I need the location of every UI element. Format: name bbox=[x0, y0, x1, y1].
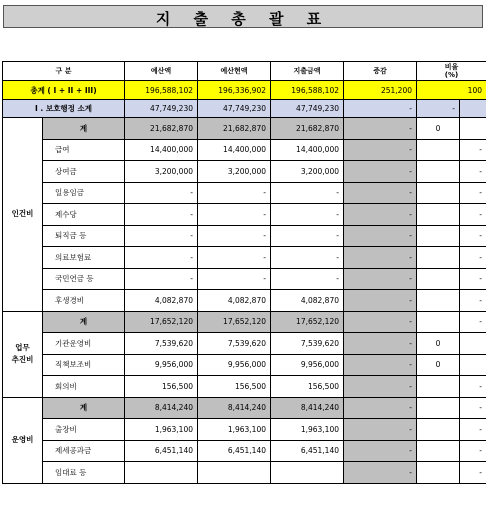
row-budget: - bbox=[125, 204, 198, 226]
total-row bbox=[3, 81, 486, 100]
subtotal-ratio: - bbox=[460, 311, 486, 333]
row-ratio-blank bbox=[417, 462, 460, 484]
row-label: 상여금 bbox=[43, 161, 125, 183]
table-row bbox=[3, 333, 486, 355]
business-subtotal-row bbox=[3, 311, 486, 333]
subtotal-budget: 17,652,120 bbox=[125, 311, 198, 333]
subtotal-expend: 8,414,240 bbox=[271, 397, 344, 419]
row-budget: 14,400,000 bbox=[125, 139, 198, 161]
row-ratio-blank bbox=[417, 161, 460, 183]
row-ratio: - bbox=[460, 268, 486, 290]
row-label: 급여 bbox=[43, 139, 125, 161]
row-label: 회의비 bbox=[43, 376, 125, 398]
section-current: 47,749,230 bbox=[198, 100, 271, 118]
subtotal-ratio: 0 bbox=[417, 118, 460, 140]
table-row bbox=[3, 462, 486, 484]
subtotal-expend: 21,682,870 bbox=[271, 118, 344, 140]
row-current: 9,956,000 bbox=[198, 354, 271, 376]
total-ratio: 100 bbox=[417, 81, 486, 100]
row-current: - bbox=[198, 204, 271, 226]
header-current-budget: 예산현액 bbox=[198, 62, 271, 81]
section-ratio-extra bbox=[460, 100, 486, 118]
table-row bbox=[3, 161, 486, 183]
group-operation-label: 운영비 bbox=[3, 397, 43, 483]
table-row bbox=[3, 182, 486, 204]
row-ratio: - bbox=[460, 139, 486, 161]
section-row bbox=[3, 100, 486, 118]
section-change: - bbox=[344, 100, 417, 118]
header-change: 증감 bbox=[344, 62, 417, 81]
row-change: - bbox=[344, 268, 417, 290]
row-budget: 1,963,100 bbox=[125, 419, 198, 441]
row-current: 6,451,140 bbox=[198, 440, 271, 462]
subtotal-current: 21,682,870 bbox=[198, 118, 271, 140]
row-ratio: - bbox=[460, 419, 486, 441]
row-label: 후생경비 bbox=[43, 290, 125, 312]
row-label: 제수당 bbox=[43, 204, 125, 226]
row-change: - bbox=[344, 354, 417, 376]
header-category: 구 분 bbox=[3, 62, 125, 81]
total-current: 196,336,902 bbox=[198, 81, 271, 100]
row-ratio: 0 bbox=[417, 333, 460, 355]
subtotal-label: 계 bbox=[43, 397, 125, 419]
header-row bbox=[3, 62, 486, 81]
row-expend: - bbox=[271, 225, 344, 247]
row-change: - bbox=[344, 440, 417, 462]
table-row bbox=[3, 376, 486, 398]
subtotal-ratio: - bbox=[460, 397, 486, 419]
row-expend: 3,200,000 bbox=[271, 161, 344, 183]
row-ratio: - bbox=[460, 440, 486, 462]
row-current: 3,200,000 bbox=[198, 161, 271, 183]
subtotal-current: 8,414,240 bbox=[198, 397, 271, 419]
row-change: - bbox=[344, 290, 417, 312]
row-expend: 1,963,100 bbox=[271, 419, 344, 441]
row-current: - bbox=[198, 225, 271, 247]
row-ratio-extra bbox=[460, 333, 486, 355]
row-ratio: - bbox=[460, 376, 486, 398]
row-budget: 6,451,140 bbox=[125, 440, 198, 462]
row-label: 의료보험료 bbox=[43, 247, 125, 269]
table-row bbox=[3, 204, 486, 226]
row-ratio-blank bbox=[417, 290, 460, 312]
row-ratio-blank bbox=[417, 268, 460, 290]
row-budget: - bbox=[125, 182, 198, 204]
row-ratio: - bbox=[460, 247, 486, 269]
row-ratio-blank bbox=[417, 440, 460, 462]
table-row bbox=[3, 440, 486, 462]
section-label: I . 보호행정 소계 bbox=[3, 100, 125, 118]
row-ratio-blank bbox=[417, 204, 460, 226]
row-current: 7,539,620 bbox=[198, 333, 271, 355]
section-expend: 47,749,230 bbox=[271, 100, 344, 118]
row-current: 156,500 bbox=[198, 376, 271, 398]
row-label: 임대료 등 bbox=[43, 462, 125, 484]
row-expend: - bbox=[271, 268, 344, 290]
row-label: 퇴직금 등 bbox=[43, 225, 125, 247]
group-business-label bbox=[3, 311, 43, 397]
row-budget: - bbox=[125, 268, 198, 290]
section-budget: 47,749,230 bbox=[125, 100, 198, 118]
row-label: 기관운영비 bbox=[43, 333, 125, 355]
row-change: - bbox=[344, 247, 417, 269]
total-expend: 196,588,102 bbox=[271, 81, 344, 100]
personnel-subtotal-row bbox=[3, 118, 486, 140]
row-ratio-blank bbox=[417, 139, 460, 161]
row-ratio-blank bbox=[417, 376, 460, 398]
row-change: - bbox=[344, 182, 417, 204]
table-row bbox=[3, 225, 486, 247]
row-budget: - bbox=[125, 225, 198, 247]
section-ratio: - bbox=[417, 100, 460, 118]
row-label: 직책보조비 bbox=[43, 354, 125, 376]
row-expend: 14,400,000 bbox=[271, 139, 344, 161]
row-current: 4,082,870 bbox=[198, 290, 271, 312]
table-row bbox=[3, 419, 486, 441]
row-expend: 156,500 bbox=[271, 376, 344, 398]
subtotal-change: - bbox=[344, 118, 417, 140]
row-ratio-blank bbox=[417, 225, 460, 247]
row-current: - bbox=[198, 268, 271, 290]
row-budget: 156,500 bbox=[125, 376, 198, 398]
row-current: - bbox=[198, 247, 271, 269]
group-personnel-label: 인건비 bbox=[3, 118, 43, 312]
row-ratio-blank bbox=[417, 247, 460, 269]
row-current bbox=[198, 462, 271, 484]
row-ratio: - bbox=[460, 290, 486, 312]
row-ratio-extra bbox=[460, 354, 486, 376]
row-label: 국민연금 등 bbox=[43, 268, 125, 290]
row-change: - bbox=[344, 462, 417, 484]
row-budget: 4,082,870 bbox=[125, 290, 198, 312]
row-change: - bbox=[344, 161, 417, 183]
table-row bbox=[3, 247, 486, 269]
row-label: 출장비 bbox=[43, 419, 125, 441]
row-change: - bbox=[344, 139, 417, 161]
row-budget: 7,539,620 bbox=[125, 333, 198, 355]
subtotal-budget: 21,682,870 bbox=[125, 118, 198, 140]
header-ratio: 비율 (%) bbox=[417, 62, 486, 81]
row-ratio: 0 bbox=[417, 354, 460, 376]
subtotal-ratio-extra bbox=[460, 118, 486, 140]
row-budget: - bbox=[125, 247, 198, 269]
total-budget: 196,588,102 bbox=[125, 81, 198, 100]
row-budget bbox=[125, 462, 198, 484]
row-ratio: - bbox=[460, 204, 486, 226]
row-expend: - bbox=[271, 247, 344, 269]
row-ratio-blank bbox=[417, 419, 460, 441]
table-row bbox=[3, 268, 486, 290]
expenditure-summary-table bbox=[2, 61, 486, 484]
row-expend: 6,451,140 bbox=[271, 440, 344, 462]
operation-subtotal-row bbox=[3, 397, 486, 419]
row-change: - bbox=[344, 376, 417, 398]
group-business-line2: 추진비 bbox=[11, 355, 34, 364]
row-current: 14,400,000 bbox=[198, 139, 271, 161]
subtotal-change: - bbox=[344, 397, 417, 419]
row-budget: 3,200,000 bbox=[125, 161, 198, 183]
row-expend: 9,956,000 bbox=[271, 354, 344, 376]
row-expend: - bbox=[271, 204, 344, 226]
table-row bbox=[3, 139, 486, 161]
row-expend: 7,539,620 bbox=[271, 333, 344, 355]
row-ratio: - bbox=[460, 462, 486, 484]
row-ratio: - bbox=[460, 225, 486, 247]
row-ratio: - bbox=[460, 182, 486, 204]
row-change: - bbox=[344, 204, 417, 226]
title-bar bbox=[3, 5, 483, 28]
table-row bbox=[3, 354, 486, 376]
subtotal-budget: 8,414,240 bbox=[125, 397, 198, 419]
page-title: 지 출 총 괄 표 bbox=[155, 10, 331, 28]
row-expend: 4,082,870 bbox=[271, 290, 344, 312]
row-label: 제세공과금 bbox=[43, 440, 125, 462]
subtotal-ratio-blank bbox=[417, 397, 460, 419]
subtotal-current: 17,652,120 bbox=[198, 311, 271, 333]
header-budget: 예산액 bbox=[125, 62, 198, 81]
subtotal-expend: 17,652,120 bbox=[271, 311, 344, 333]
row-current: - bbox=[198, 182, 271, 204]
row-expend bbox=[271, 462, 344, 484]
row-change: - bbox=[344, 225, 417, 247]
row-ratio-blank bbox=[417, 182, 460, 204]
table-row bbox=[3, 290, 486, 312]
row-expend: - bbox=[271, 182, 344, 204]
row-change: - bbox=[344, 333, 417, 355]
group-business-line1: 업무 bbox=[15, 343, 30, 352]
row-ratio: - bbox=[460, 161, 486, 183]
row-label: 일용임금 bbox=[43, 182, 125, 204]
subtotal-ratio-blank bbox=[417, 311, 460, 333]
header-expenditure: 지출금액 bbox=[271, 62, 344, 81]
row-current: 1,963,100 bbox=[198, 419, 271, 441]
total-change: 251,200 bbox=[344, 81, 417, 100]
subtotal-label: 계 bbox=[43, 118, 125, 140]
subtotal-label: 계 bbox=[43, 311, 125, 333]
row-change: - bbox=[344, 419, 417, 441]
row-budget: 9,956,000 bbox=[125, 354, 198, 376]
subtotal-change: - bbox=[344, 311, 417, 333]
total-label: 총계 ( I + II + III) bbox=[3, 81, 125, 100]
